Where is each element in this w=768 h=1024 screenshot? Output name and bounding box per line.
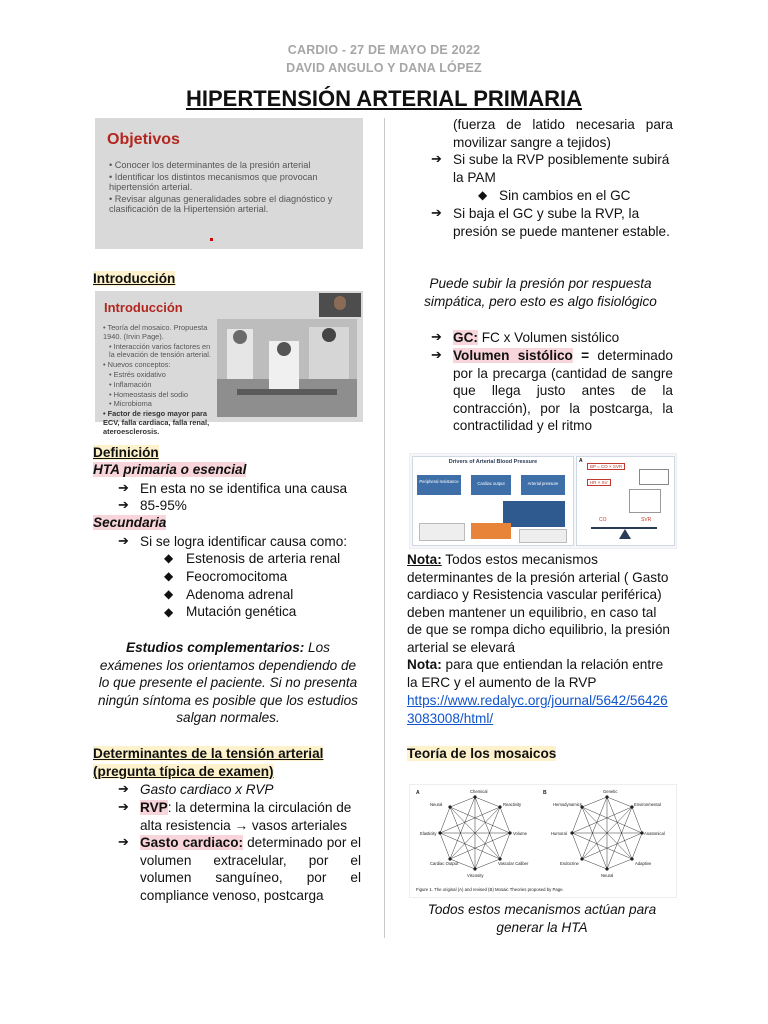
node-label: Chemical: [470, 789, 488, 794]
balance-fulcrum-icon: [619, 529, 631, 539]
gasto-cardiaco-item: [140, 834, 361, 904]
node-label: Neural: [601, 873, 614, 878]
node-label: Adaptive: [635, 861, 652, 866]
cause-item: Estenosis de arteria renal: [186, 551, 341, 566]
arrow-icon: ➔: [118, 834, 129, 849]
arrow-icon: ➔: [118, 480, 129, 495]
diamond-bullet-icon: ◆: [164, 551, 174, 565]
arrow-icon: ➔: [118, 533, 129, 548]
slide-bullet: • Homeostasis del sodio: [109, 389, 188, 399]
slide-bullet: • Inflamación: [109, 379, 152, 389]
slide-introduccion: [95, 291, 363, 436]
arrow-icon: ➔: [118, 799, 129, 814]
nota-label: Nota:: [407, 552, 442, 567]
list-item: Si baja el GC y sube la RVP, la presión se puede mantener estable.: [453, 206, 670, 239]
simpatica-note: Puede subir la presión por respuesta simpática, pero esto es algo fisiológico: [424, 276, 657, 309]
formula-box: [639, 469, 669, 485]
gc-label: Gasto cardiaco:: [140, 835, 244, 850]
estudios-label: Estudios complementarios:: [126, 640, 305, 655]
vs-label: Volumen sistólico: [453, 348, 573, 363]
slide-title: Introducción: [104, 300, 183, 315]
node-label: Vascular Caliber: [498, 861, 529, 866]
panel-a-label: A: [416, 790, 420, 796]
slide-bullets: [103, 324, 215, 438]
figure-caption: Figure 1. The original (A) and revised (B) Mosaic Theories proposed by Page.: [416, 887, 564, 892]
nota-text: Todos estos mecanismos determinantes de la presión arterial ( Gasto cardiaco y Resistencia vascular periférica) deben mantener un equilibrio, en caso tal de que se rompa dicho equilibrio, la presión arterial se elevará: [407, 552, 670, 655]
driver-box: Cardiac output: [471, 475, 511, 495]
node-label: Anatomical: [644, 831, 665, 836]
vs-text: determinado por la precarga (cantidad de sangre que llega justo antes de la contracción), por la postcarga, la contractilidad y el ritmo: [453, 348, 673, 434]
nota-label: Nota:: [407, 657, 442, 672]
node-label: Volume: [513, 831, 527, 836]
speaker-video-thumbnail: [319, 293, 361, 317]
balance-right-label: SVR: [641, 517, 652, 523]
rvp-label: RVP: [140, 800, 168, 815]
arrow-icon: ➔: [431, 151, 442, 166]
cause-item: Mutación genética: [186, 604, 297, 619]
nota-text: para que entiendan la relación entre la ERC y el aumento de la RVP: [407, 657, 664, 690]
section-heading-introduccion: Introducción: [93, 271, 176, 286]
section-heading-mosaicos: Teoría de los mosaicos: [407, 746, 557, 761]
list-item: Sin cambios en el GC: [499, 188, 631, 203]
slide-bullet: • Teoría del mosaico. Propuesta 1940. (Irvin Page).: [103, 323, 208, 341]
mosaic-caption: Todos estos mecanismos actúan para generar la HTA: [427, 902, 657, 935]
node-label: Cardiac Output: [430, 861, 459, 866]
figure-drivers-arterial-pressure: [409, 453, 677, 549]
diamond-bullet-icon: ◆: [478, 188, 488, 202]
node-label: Neural: [430, 802, 443, 807]
nota-equilibrio: [407, 551, 675, 657]
arrow-icon: ➔: [431, 205, 442, 220]
drivers-panel: [412, 456, 574, 546]
gc-label: GC:: [453, 330, 478, 345]
bp-equation-panel: [576, 456, 675, 546]
diamond-bullet-icon: ◆: [164, 605, 174, 619]
section-heading-determinantes: Determinantes de la tensión arterial: [93, 746, 324, 761]
historic-lab-photo: [217, 319, 357, 417]
gc-formula-text: FC x Volumen sistólico: [477, 330, 620, 345]
node-label: Hemodynamics: [553, 802, 582, 807]
arrow-icon: ➔: [118, 781, 129, 796]
driver-box: Peripheral resistance: [417, 475, 461, 495]
bp-equation: BP = CO × SVR: [587, 463, 625, 470]
document-date-line: CARDIO - 27 DE MAYO DE 2022: [287, 43, 481, 57]
list-item: Gasto cardiaco x RVP: [140, 782, 274, 797]
slide-bullet: • Revisar algunas generalidades sobre el diagnóstico y clasificación de la Hipertensión arterial.: [109, 193, 333, 215]
mosaic-octagons-diagram: [410, 785, 676, 897]
slide-objetivos: [95, 118, 363, 249]
section-subheading-examen: (pregunta típica de examen): [93, 764, 274, 779]
node-label: Humoral: [551, 831, 567, 836]
volumen-sistolico-item: Volumen sistólico = determinado por la precarga (cantidad de sangre que llega justo antes de la contracción), por la postcarga, la contractilidad y el ritmo: [453, 348, 673, 434]
nota-erc: [407, 656, 675, 691]
cause-item: Feocromocitoma: [186, 569, 288, 584]
estudios-text: Los exámenes los orientamos dependiendo de lo que presente el paciente. Si no presenta ningún síntoma es posible que los estudios salgan normales.: [98, 640, 358, 726]
list-item: Si sube la RVP posiblemente subirá la PAM: [453, 152, 670, 185]
rvp-text: : la determina la circulación de alta resistencia → vasos arteriales: [140, 800, 352, 833]
driver-box: Arterial pressure: [521, 475, 565, 495]
node-label: Elasticity: [420, 831, 437, 836]
document-title: HIPERTENSIÓN ARTERIAL PRIMARIA: [185, 86, 583, 111]
slide-bullet: • Conocer los determinantes de la presión arterial: [109, 160, 311, 170]
rvp-item: [140, 799, 361, 834]
diamond-bullet-icon: ◆: [164, 587, 174, 601]
drivers-title: Drivers of Arterial Blood Pressure: [448, 459, 538, 465]
arrow-icon: ➔: [431, 329, 442, 344]
slide-bullet: • Estrés oxidativo: [109, 369, 166, 379]
document-authors-line: DAVID ANGULO Y DANA LÓPEZ: [286, 61, 482, 75]
column-divider: [384, 118, 385, 938]
slide-bullet: • Identificar los distintos mecanismos que provocan hipertensión arterial.: [109, 171, 318, 193]
list-item: En esta no se identifica una causa: [140, 481, 348, 496]
estudios-paragraph: [93, 639, 363, 727]
cause-item: Adenoma adrenal: [186, 587, 294, 602]
node-label: Genetic: [603, 789, 618, 794]
node-label: Endocrine: [560, 861, 579, 866]
redalyc-link[interactable]: https://www.redalyc.org/journal/5642/564263083008/html/: [407, 693, 668, 726]
node-label: Viscosity: [467, 873, 484, 878]
slide-bullet: • Nuevos conceptos:: [103, 360, 171, 370]
driver-small-box: [419, 523, 465, 541]
node-label: Environmental: [634, 802, 661, 807]
diamond-bullet-icon: ◆: [164, 569, 174, 583]
section-heading-definicion: Definición: [93, 445, 159, 460]
list-item: Si se logra identificar causa como:: [140, 534, 348, 549]
slide-bullet: • Interacción varios factores en la elevación de tensión arterial.: [109, 341, 211, 360]
slide-bullet: • Factor de riesgo mayor para ECV, falla cardiaca, falla renal, ateroesclerosis.: [103, 409, 210, 436]
slide-title: Objetivos: [107, 131, 180, 148]
arrow-icon: ➔: [118, 497, 129, 512]
figure-mosaic-theory: [409, 784, 677, 898]
balance-left-label: CO: [599, 517, 607, 523]
arrow-icon: ➔: [431, 347, 442, 362]
driver-small-box: [519, 529, 567, 543]
slide-bullets: [109, 160, 357, 216]
driver-list-box: [503, 501, 565, 527]
factor-list-box: [629, 489, 661, 513]
slide-bullet: • Microbioma: [109, 399, 152, 409]
gc-text: determinado por el volumen extracelular, por el volumen sanguíneo, por el compliance venoso, postcarga: [140, 835, 361, 903]
continuation-text: (fuerza de latido necesaria para movilizar sangre a tejidos): [453, 117, 673, 150]
subheading-hta-primaria: HTA primaria o esencial: [93, 462, 247, 477]
panel-b-label: B: [543, 790, 547, 796]
co-equation: HR × SV: [587, 479, 611, 486]
panel-label: A: [579, 458, 583, 464]
slide-dot: [210, 238, 213, 241]
gc-formula-item: [453, 329, 673, 347]
list-item: 85-95%: [140, 498, 187, 513]
subheading-secundaria: Secundaria: [93, 515, 167, 530]
node-label: Reactivity: [503, 802, 522, 807]
driver-orange-box: [471, 523, 511, 539]
